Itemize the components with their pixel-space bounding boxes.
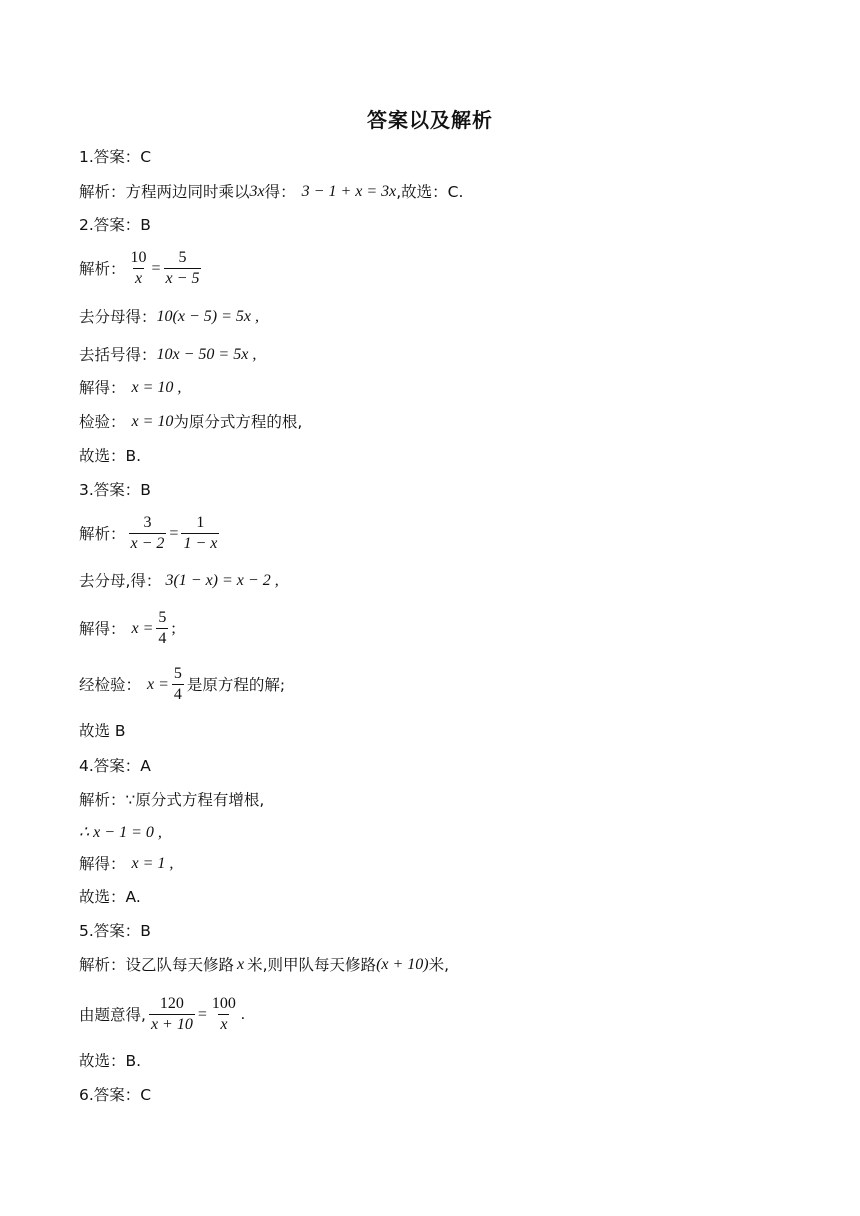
q5-answer: 5.答案：B <box>79 922 151 940</box>
q1-answer: 1.答案：C <box>79 148 152 166</box>
q3-f2-num: 1 <box>196 514 205 531</box>
q2-step3-label: 解得： <box>79 379 126 397</box>
q2-step4-label: 检验： <box>79 413 126 431</box>
q4-step2-eq: x = 1 , <box>131 855 174 872</box>
q5-analysis-c: 米, <box>428 956 450 974</box>
q2-step3-eq: x = 10 , <box>131 379 182 396</box>
q4-answer: 4.答案：A <box>79 757 151 775</box>
q3-s2-den: 4 <box>158 630 167 647</box>
q1-prefix: 解析：方程两边同时乘以 <box>79 183 250 201</box>
q2-f1-den: x <box>134 270 143 287</box>
equals-sign: = <box>197 1005 207 1023</box>
q3-step2-var: x = <box>131 619 154 637</box>
q5-f1-num: 120 <box>159 995 184 1012</box>
q2-conclusion: 故选：B. <box>79 447 142 465</box>
q2-fraction-right <box>164 248 202 289</box>
q2-step3 <box>79 377 181 399</box>
q1-mid: 得： <box>264 183 296 201</box>
q3-step1 <box>79 570 279 592</box>
q3-step1-eq: 3(1 − x) = x − 2 , <box>165 572 279 589</box>
q4-step2-label: 解得： <box>79 855 126 873</box>
q5-step1-label: 由题意得, <box>79 1005 146 1024</box>
q5-fraction-left <box>149 994 195 1035</box>
q3-conclusion: 故选 B <box>79 722 126 740</box>
q5-expr: (x + 10) <box>376 956 429 973</box>
q3-step3-label: 经检验： <box>79 675 142 694</box>
q2-step2-eq: 10x − 50 = 5x , <box>156 346 257 363</box>
q5-analysis <box>79 954 449 976</box>
q2-step1 <box>79 306 259 328</box>
q2-f2-den: x − 5 <box>165 270 200 287</box>
q1-analysis <box>79 181 463 203</box>
q3-step2 <box>79 608 176 649</box>
equals-sign: = <box>151 259 161 277</box>
q5-var: x <box>237 956 245 973</box>
q2-step4-eq: x = 10 <box>131 413 174 430</box>
q3-s2-num: 5 <box>158 609 167 626</box>
q3-f1-num: 3 <box>143 514 152 531</box>
q5-fraction-right <box>210 994 238 1035</box>
q3-step3-text: 是原方程的解; <box>186 675 286 694</box>
q2-fraction-left <box>129 248 149 289</box>
q3-fraction-right <box>181 513 219 554</box>
q2-step4 <box>79 411 302 433</box>
q3-label: 解析： <box>79 524 126 543</box>
q2-step1-eq: 10(x − 5) = 5x , <box>156 308 259 325</box>
q3-step2-fraction <box>156 608 168 649</box>
q2-step4-text: 为原分式方程的根, <box>173 413 303 431</box>
q4-analysis: 解析：∵原分式方程有增根, <box>79 791 265 809</box>
q3-analysis <box>79 513 222 554</box>
q3-answer: 3.答案：B <box>79 481 151 499</box>
q3-s3-den: 4 <box>173 686 182 703</box>
q5-f1-den: x + 10 <box>150 1016 193 1033</box>
page-title: 答案以及解析 <box>367 108 493 132</box>
q2-step2 <box>79 344 256 366</box>
q3-step2-label: 解得： <box>79 619 126 638</box>
equals-sign: = <box>169 524 179 542</box>
q3-f2-den: 1 − x <box>183 535 218 552</box>
q3-step3-fraction <box>172 664 184 705</box>
q1-suffix: ,故选：C. <box>396 183 464 201</box>
q1-equation: 3 − 1 + x = 3x <box>301 183 397 200</box>
q5-analysis-b: 米,则甲队每天修路 <box>247 956 377 974</box>
q2-label: 解析： <box>79 259 126 278</box>
q2-f2-num: 5 <box>178 249 187 266</box>
q2-f1-num: 10 <box>130 249 147 266</box>
q5-step1 <box>79 994 245 1035</box>
q2-analysis <box>79 248 204 289</box>
q3-s3-num: 5 <box>173 665 182 682</box>
q2-step1-label: 去分母得： <box>79 308 157 326</box>
q2-step2-label: 去括号得： <box>79 346 157 364</box>
q6-answer: 6.答案：C <box>79 1086 152 1104</box>
q5-conclusion: 故选：B. <box>79 1052 142 1070</box>
q3-step1-label: 去分母,得： <box>79 572 162 590</box>
period: . <box>240 1005 245 1023</box>
q4-step1-eq: ∴ x − 1 = 0 , <box>79 824 162 841</box>
semicolon: ; <box>171 619 176 637</box>
q2-answer: 2.答案：B <box>79 216 151 234</box>
q1-multiplier: 3x <box>249 183 265 200</box>
q3-step3 <box>79 664 285 705</box>
q3-step3-var: x = <box>147 675 169 693</box>
q4-conclusion: 故选：A. <box>79 888 141 906</box>
q4-step1 <box>79 822 162 844</box>
q4-step2 <box>79 853 173 875</box>
q5-analysis-a: 解析：设乙队每天修路 <box>79 956 235 974</box>
q5-f2-num: 100 <box>211 995 236 1012</box>
q3-f1-den: x − 2 <box>130 535 165 552</box>
q5-f2-den: x <box>220 1016 228 1033</box>
q3-fraction-left <box>129 513 167 554</box>
